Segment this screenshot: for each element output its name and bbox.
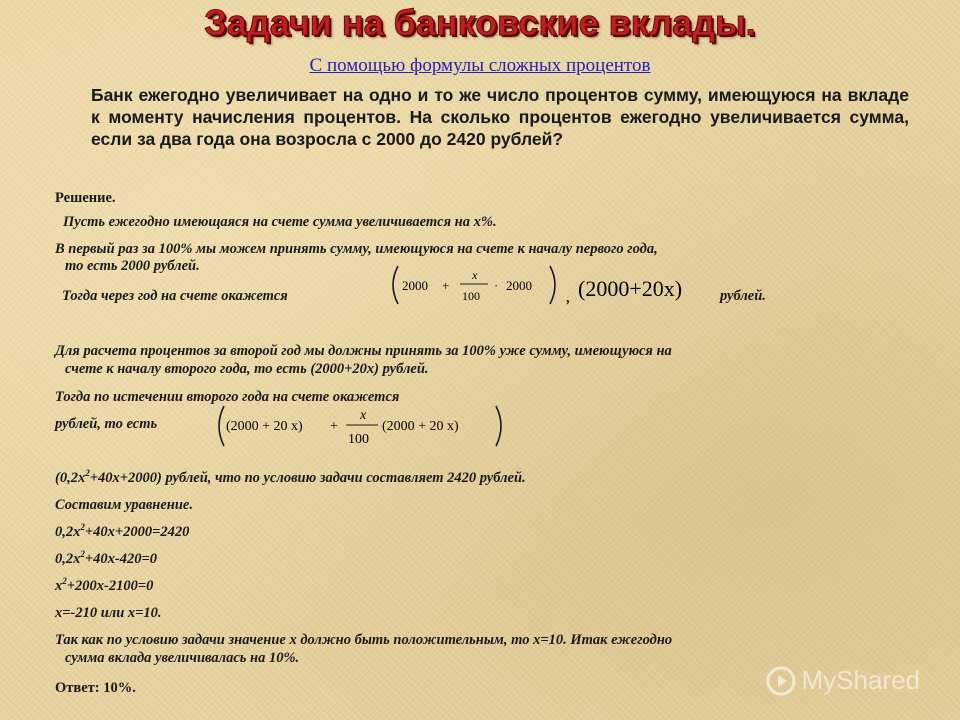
watermark-text: MyShared: [801, 665, 920, 695]
conclusion-line-b: сумма вклада увеличивалась на 10%.: [65, 650, 300, 666]
solution-line-7: $(0,2х^2+40х+2000)$ рублей, что по условию задачи составляет 2420 рублей.: [55, 468, 526, 486]
solution-line-1: Пусть ежегодно имеющаяся на счете сумма увеличивается на х%.: [63, 214, 497, 230]
solution-line-4b: счете к началу второго года, то есть (2000+20х) рублей.: [65, 361, 429, 377]
watermark: [766, 665, 921, 696]
solution-line-2a: В первый раз за 100% мы можем принять сумму, имеющуюся на счете к началу первого года,: [55, 241, 658, 257]
subtitle-link[interactable]: С помощью формулы сложных процентов: [309, 55, 651, 76]
solution-line-4a: Для расчета процентов за второй год мы должны принять за 100% уже сумму, имеющуюся на: [55, 343, 672, 359]
answer: Ответ: 10%.: [55, 680, 136, 696]
f3-term-b: (2000 + 20 x): [382, 419, 459, 434]
f1-dot: ·: [494, 278, 499, 293]
solution-line-5: Тогда по истечении второго года на счете окажется: [55, 389, 400, 405]
equation-roots: х=-210 или х=10.: [55, 605, 162, 621]
f1-term-b: 2000: [506, 278, 532, 293]
solution-line-3-comma: ,: [566, 290, 570, 306]
f3-numerator: x: [360, 408, 367, 423]
equation-3: $х^2+200х-2100=0$: [55, 576, 154, 594]
formula-year-one: [384, 262, 564, 308]
solution-line-3b: рублей.: [720, 288, 766, 304]
slide-title: Задачи на банковские вклады.: [204, 2, 756, 43]
solution-line-8: Составим уравнение.: [55, 497, 193, 513]
formula-year-one-simplified: [578, 272, 710, 306]
solution-heading: Решение.: [55, 190, 116, 206]
f1-plus: +: [442, 278, 450, 293]
f2-expression: (2000+20x): [578, 276, 683, 301]
f3-plus: +: [330, 419, 338, 434]
f1-denominator: 100: [462, 289, 480, 303]
equation-2: $0,2х^2+40х-420=0$: [55, 549, 157, 567]
solution-line-2b: то есть 2000 рублей.: [65, 258, 200, 274]
myshared-logo-icon: [766, 666, 796, 696]
solution-line-3a: Тогда через год на счете окажется: [62, 288, 288, 304]
f1-numerator: x: [472, 268, 478, 282]
formula-year-two: [210, 402, 510, 450]
f1-term-a: 2000: [402, 278, 428, 293]
conclusion-line-a: Так как по условию задачи значение х должно быть положительным, то х=10. Итак ежегодно: [55, 632, 673, 648]
f3-term-a: (2000 + 20 x): [226, 419, 303, 434]
f3-denominator: 100: [348, 432, 369, 447]
solution-line-6: рублей, то есть: [55, 416, 158, 432]
problem-statement: Банк ежегодно увеличивает на одно и то же число процентов сумму, имеющуюся на вкладе к моменту начисления процентов. На сколько процентов ежегодно увеличивается сумма, если за два года она возросла с 2000 до 2420 рублей?: [91, 85, 909, 149]
equation-1: $0,2х^2+40х+2000=2420$: [55, 522, 190, 540]
